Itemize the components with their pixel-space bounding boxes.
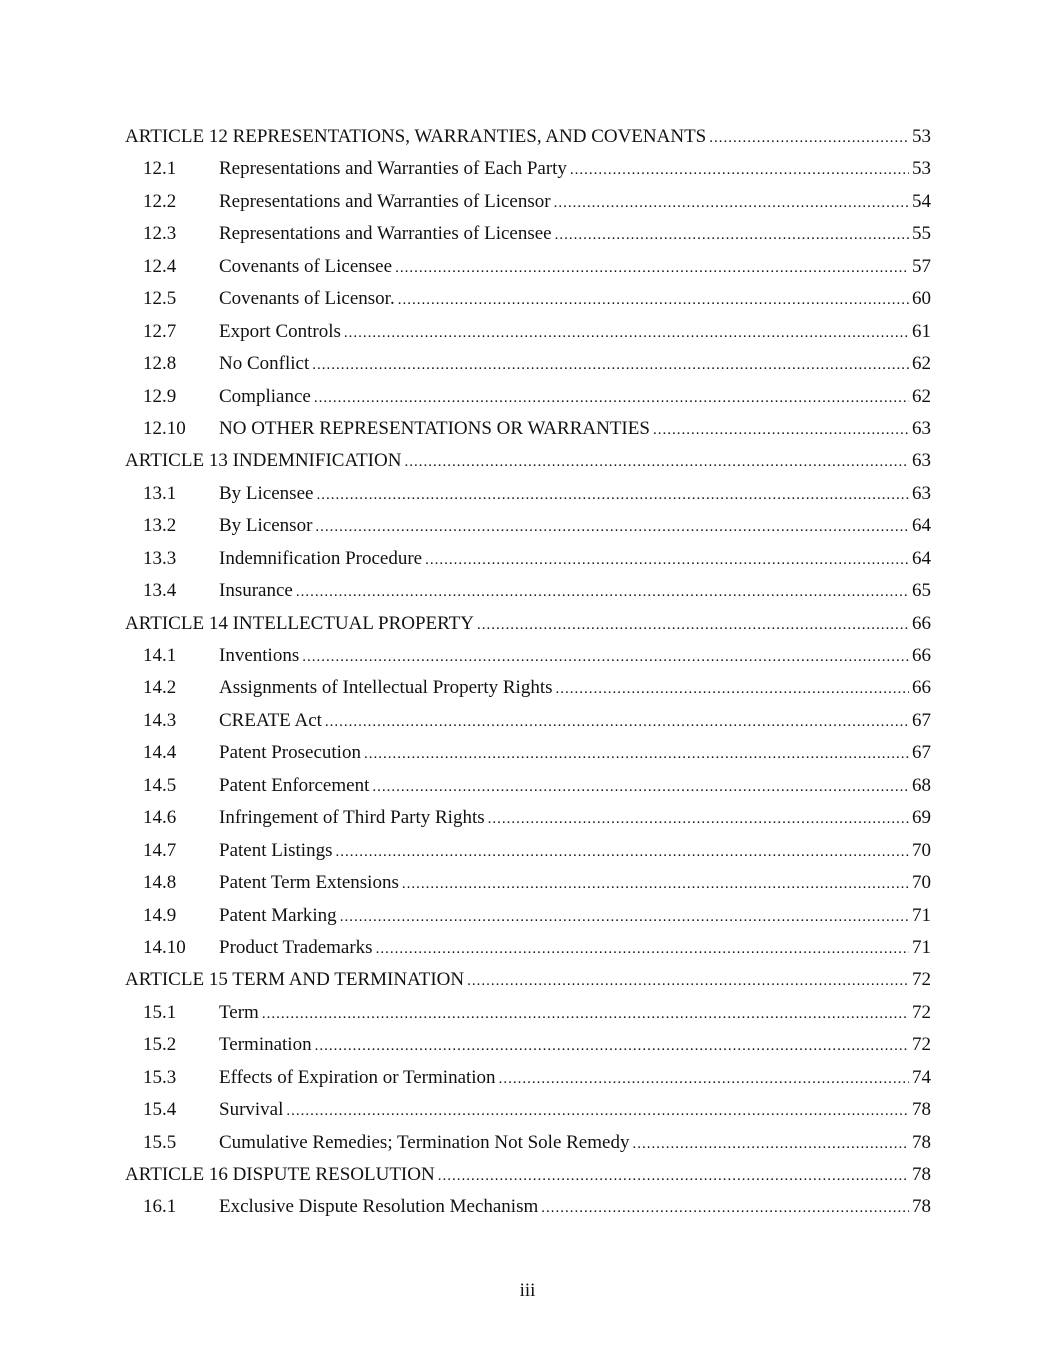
toc-page-number: 71 (912, 936, 931, 958)
toc-entry-title: Exclusive Dispute Resolution Mechanism (219, 1196, 539, 1218)
toc-section-entry[interactable] (125, 153, 931, 185)
toc-page-number: 61 (912, 320, 931, 342)
toc-entry-title: Indemnification Procedure (219, 547, 423, 569)
toc-dot-leader (262, 998, 909, 1029)
toc-section-number: 13.2 (143, 515, 177, 537)
toc-section-entry[interactable] (125, 1094, 931, 1126)
toc-dot-leader (709, 122, 909, 153)
toc-section-number: 14.9 (143, 904, 177, 926)
toc-entry-title: By Licensee (219, 482, 314, 504)
toc-section-entry[interactable] (125, 381, 931, 413)
toc-dot-leader (335, 836, 909, 867)
toc-section-number: 12.4 (143, 255, 177, 277)
toc-section-entry[interactable] (125, 316, 931, 348)
toc-section-entry[interactable] (125, 1029, 931, 1061)
toc-section-number: 15.4 (143, 1099, 177, 1121)
toc-section-entry[interactable] (125, 510, 931, 542)
toc-page-number: 78 (912, 1131, 931, 1153)
toc-entry-title: ARTICLE 15 TERM AND TERMINATION (125, 969, 465, 991)
toc-page-number: 63 (912, 482, 931, 504)
toc-dot-leader (364, 738, 909, 769)
toc-dot-leader (302, 641, 909, 672)
toc-page-number: 67 (912, 742, 931, 764)
toc-entry-title: ARTICLE 13 INDEMNIFICATION (125, 450, 402, 472)
toc-entry-title: Inventions (219, 645, 300, 666)
toc-section-entry[interactable] (125, 770, 931, 802)
toc-page-number: 78 (912, 1196, 931, 1218)
toc-entry-title: ARTICLE 14 INTELLECTUAL PROPERTY (125, 612, 475, 634)
toc-entry-title: By Licensor (219, 515, 313, 537)
toc-dot-leader (477, 609, 909, 640)
toc-section-number: 13.3 (143, 547, 177, 569)
toc-section-entry[interactable] (125, 1191, 931, 1223)
toc-dot-leader (570, 154, 909, 185)
toc-page-number: 72 (912, 1034, 931, 1056)
toc-section-entry[interactable] (125, 640, 931, 672)
toc-entry-title: Patent Term Extensions (219, 872, 399, 894)
toc-page-number: 68 (912, 774, 931, 796)
toc-entry-title: Infringement of Third Party Rights (219, 807, 485, 829)
toc-section-number: 12.10 (143, 417, 186, 439)
toc-page-number: 57 (912, 255, 931, 277)
toc-section-number: 15.2 (143, 1034, 177, 1056)
toc-page-number: 65 (912, 580, 931, 602)
toc-entry-title: ARTICLE 16 DISPUTE RESOLUTION (125, 1164, 435, 1185)
toc-section-entry[interactable] (125, 802, 931, 834)
toc-dot-leader (316, 479, 909, 510)
toc-dot-leader (315, 1030, 909, 1061)
toc-page-number: 53 (912, 158, 931, 180)
toc-section-number: 12.2 (143, 190, 177, 212)
toc-section-entry[interactable] (125, 478, 931, 510)
toc-section-number: 15.1 (143, 1001, 177, 1023)
toc-dot-leader (398, 284, 909, 315)
toc-page-number: 71 (912, 904, 931, 926)
toc-entry-title: Assignments of Intellectual Property Rights (219, 677, 553, 699)
toc-dot-leader (296, 576, 909, 607)
toc-section-entry[interactable] (125, 932, 931, 964)
table-of-contents (125, 121, 931, 1224)
toc-dot-leader (404, 446, 909, 477)
toc-entry-title: CREATE Act (219, 709, 322, 731)
toc-dot-leader (315, 511, 909, 542)
toc-section-entry[interactable] (125, 705, 931, 737)
toc-section-number: 14.6 (143, 807, 177, 829)
toc-section-number: 16.1 (143, 1196, 177, 1218)
toc-section-number: 14.1 (143, 645, 177, 666)
toc-article-entry[interactable] (125, 445, 931, 477)
toc-entry-title: NO OTHER REPRESENTATIONS OR WARRANTIES (219, 417, 650, 439)
toc-dot-leader (632, 1128, 909, 1159)
toc-entry-title: Term (219, 1001, 259, 1023)
toc-page-number: 64 (912, 547, 931, 569)
toc-dot-leader (499, 1063, 909, 1094)
toc-page-number: 53 (912, 126, 931, 147)
toc-page-number: 74 (912, 1066, 931, 1088)
toc-entry-title: Effects of Expiration or Termination (219, 1066, 496, 1088)
toc-section-number: 15.5 (143, 1131, 177, 1153)
toc-section-number: 15.3 (143, 1066, 177, 1088)
toc-entry-title: Survival (219, 1099, 284, 1121)
toc-dot-leader (312, 349, 909, 380)
toc-entry-title: Representations and Warranties of Licensee (219, 223, 552, 245)
toc-section-entry[interactable] (125, 997, 931, 1029)
toc-dot-leader (556, 673, 909, 704)
toc-section-entry[interactable] (125, 900, 931, 932)
toc-section-number: 14.5 (143, 774, 177, 796)
toc-entry-title: Patent Marking (219, 904, 337, 926)
toc-page-number: 69 (912, 807, 931, 829)
toc-dot-leader (555, 219, 909, 250)
toc-page-number: 66 (912, 612, 931, 634)
toc-section-number: 12.9 (143, 385, 177, 407)
toc-section-entry[interactable] (125, 672, 931, 704)
toc-page-number: 70 (912, 839, 931, 861)
toc-page-number: 54 (912, 190, 931, 212)
toc-section-entry[interactable] (125, 543, 931, 575)
toc-section-entry[interactable] (125, 737, 931, 769)
toc-section-entry[interactable] (125, 413, 931, 445)
toc-section-number: 13.4 (143, 580, 177, 602)
toc-section-entry[interactable] (125, 1127, 931, 1159)
page-number-footer: iii (519, 1280, 536, 1301)
toc-dot-leader (344, 317, 909, 348)
toc-section-number: 14.7 (143, 839, 177, 861)
toc-entry-title: Compliance (219, 385, 311, 407)
toc-page-number: 62 (912, 353, 931, 375)
toc-dot-leader (467, 965, 909, 996)
toc-dot-leader (395, 252, 909, 283)
toc-entry-title: No Conflict (219, 353, 310, 375)
toc-section-entry[interactable] (125, 251, 931, 283)
toc-entry-title: Patent Enforcement (219, 774, 370, 796)
toc-dot-leader (402, 868, 909, 899)
toc-page-number: 78 (912, 1099, 931, 1121)
toc-section-entry[interactable] (125, 348, 931, 380)
toc-section-number: 12.5 (143, 288, 177, 310)
toc-dot-leader (340, 901, 909, 932)
toc-section-number: 12.3 (143, 223, 177, 245)
toc-article-entry[interactable] (125, 1159, 931, 1191)
toc-entry-title: ARTICLE 12 REPRESENTATIONS, WARRANTIES, AND COVENANTS (125, 126, 707, 147)
toc-page-number: 55 (912, 223, 931, 245)
toc-dot-leader (488, 803, 909, 834)
toc-entry-title: Representations and Warranties of Each Party (219, 158, 567, 180)
toc-section-number: 14.8 (143, 872, 177, 894)
toc-section-entry[interactable] (125, 575, 931, 607)
toc-page-number: 70 (912, 872, 931, 894)
toc-dot-leader (286, 1095, 909, 1126)
toc-section-number: 12.7 (143, 320, 177, 342)
toc-entry-title: Insurance (219, 580, 293, 602)
toc-section-entry[interactable] (125, 867, 931, 899)
toc-dot-leader (554, 187, 909, 218)
toc-page-number: 60 (912, 288, 931, 310)
toc-dot-leader (376, 933, 909, 964)
toc-entry-title: Patent Listings (219, 839, 333, 861)
toc-section-entry[interactable] (125, 835, 931, 867)
toc-section-number: 14.2 (143, 677, 177, 699)
toc-page-number: 63 (912, 450, 931, 472)
toc-article-entry[interactable] (125, 964, 931, 996)
toc-section-number: 13.1 (143, 482, 177, 504)
toc-section-number: 14.3 (143, 709, 177, 731)
toc-entry-title: Cumulative Remedies; Termination Not Sole Remedy (219, 1131, 630, 1153)
toc-page-number: 66 (912, 677, 931, 699)
toc-page-number: 72 (912, 969, 931, 991)
toc-dot-leader (541, 1192, 909, 1223)
toc-page-number: 62 (912, 385, 931, 407)
toc-section-entry[interactable] (125, 283, 931, 315)
toc-entry-title: Termination (219, 1034, 312, 1056)
toc-page-number: 63 (912, 417, 931, 439)
toc-section-number: 12.1 (143, 158, 177, 180)
toc-entry-title: Representations and Warranties of Licensor (219, 190, 551, 212)
toc-dot-leader (438, 1160, 909, 1191)
toc-page-number: 64 (912, 515, 931, 537)
toc-dot-leader (372, 771, 909, 802)
toc-dot-leader (653, 414, 909, 445)
toc-section-number: 14.10 (143, 936, 186, 958)
toc-entry-title: Export Controls (219, 320, 341, 342)
toc-page-number: 72 (912, 1001, 931, 1023)
toc-dot-leader (325, 706, 909, 737)
toc-article-entry[interactable] (125, 608, 931, 640)
toc-section-number: 12.8 (143, 353, 177, 375)
toc-section-number: 14.4 (143, 742, 177, 764)
toc-dot-leader (425, 544, 909, 575)
toc-page-number: 66 (912, 645, 931, 666)
toc-article-entry[interactable] (125, 121, 931, 153)
toc-section-entry[interactable] (125, 218, 931, 250)
toc-dot-leader (314, 382, 909, 413)
toc-entry-title: Covenants of Licensee (219, 255, 393, 277)
toc-entry-title: Patent Prosecution (219, 742, 361, 764)
toc-page-number: 78 (912, 1164, 931, 1185)
toc-entry-title: Covenants of Licensor. (219, 288, 395, 310)
toc-page-number: 67 (912, 709, 931, 731)
toc-entry-title: Product Trademarks (219, 936, 373, 958)
toc-section-entry[interactable] (125, 186, 931, 218)
toc-section-entry[interactable] (125, 1062, 931, 1094)
